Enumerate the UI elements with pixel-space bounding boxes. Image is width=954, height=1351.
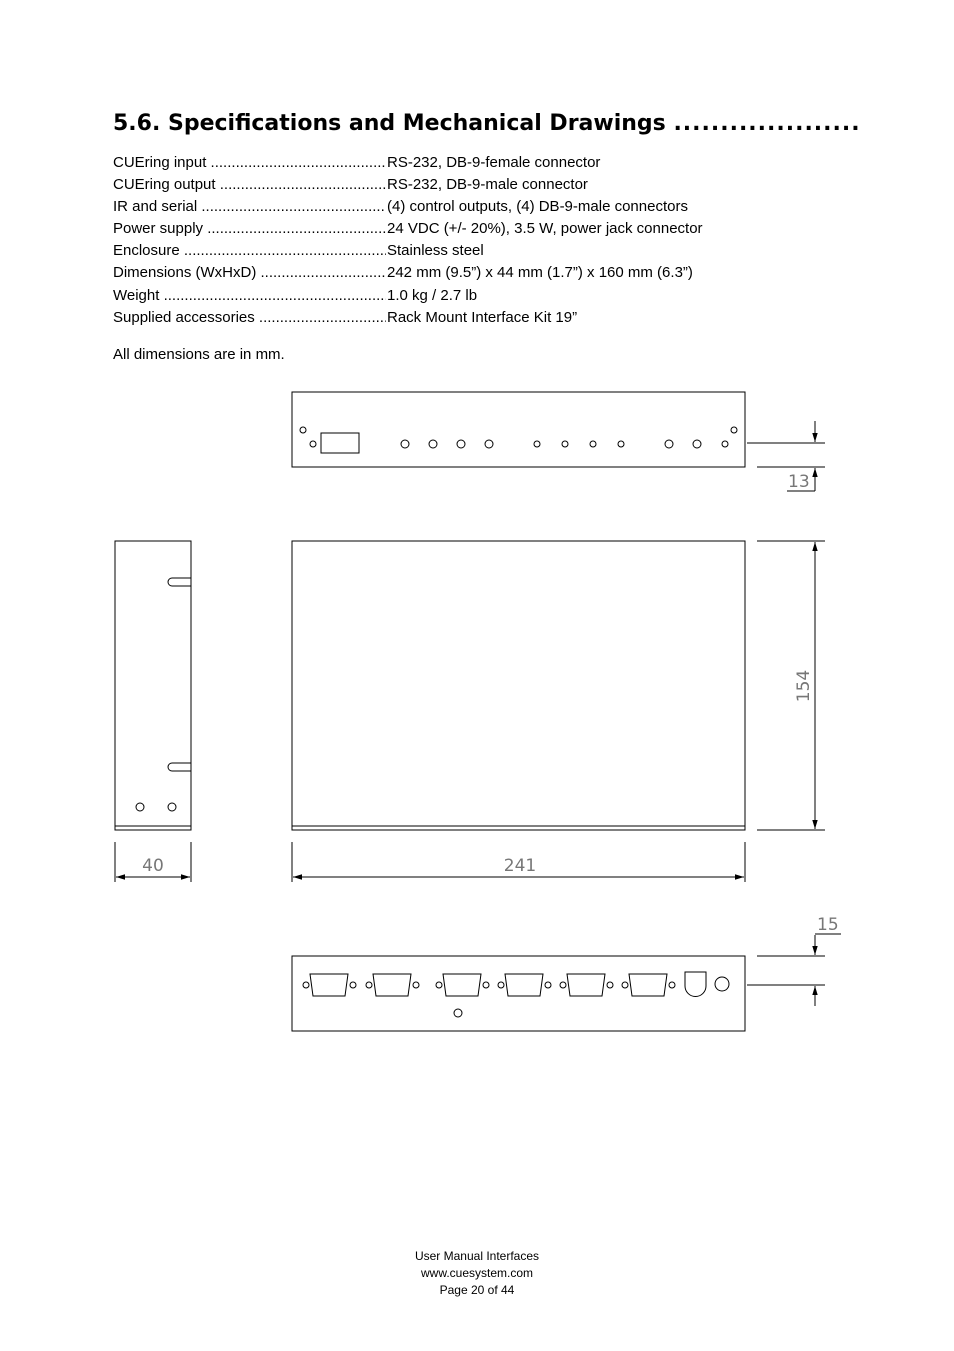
db9-connector	[303, 974, 356, 996]
spec-value: Stainless steel	[387, 242, 484, 260]
mounting-hole	[300, 427, 306, 433]
spec-value: 242 mm (9.5”) x 44 mm (1.7”) x 160 mm (6.3”)	[387, 264, 693, 282]
spec-value: 1.0 kg / 2.7 lb	[387, 286, 478, 304]
power-jack-socket	[715, 977, 729, 991]
spec-value: 24 VDC (+/- 20%), 3.5 W, power jack connector	[387, 220, 703, 238]
section-leader: ....................	[673, 111, 861, 136]
led-indicator	[693, 440, 701, 448]
mounting-hole	[136, 803, 144, 811]
spec-value: RS-232, DB-9-female connector	[387, 154, 601, 171]
dim-label-back-height: 15	[817, 915, 839, 935]
side-view-outline	[115, 541, 191, 830]
spec-value: Rack Mount Interface Kit 19”	[387, 308, 578, 326]
power-jack	[685, 972, 706, 997]
dim-label-front-height: 13	[788, 472, 810, 492]
led-indicator	[562, 441, 568, 447]
db9-connector	[366, 974, 419, 996]
led-indicator	[618, 441, 624, 447]
page-footer	[0, 1248, 954, 1299]
mounting-hole	[310, 441, 316, 447]
top-view	[292, 541, 825, 882]
front-panel-view	[292, 392, 825, 491]
spec-value: RS-232, DB-9-male connector	[387, 176, 588, 194]
dim-label-width: 241	[503, 856, 537, 876]
led-indicator	[429, 440, 437, 448]
spec-label: CUEring output .....	[113, 174, 386, 196]
dim-label-depth: 154	[794, 669, 814, 703]
spec-label: Power supply .....	[113, 218, 386, 240]
spec-label: CUEring input .....	[113, 152, 386, 174]
spec-label: Dimensions (WxHxD) .....	[113, 262, 386, 284]
spec-label: Supplied accessories .....	[113, 307, 386, 329]
section-title: 5.6. Specifications and Mechanical Drawings	[113, 111, 666, 136]
db9-connector	[560, 974, 613, 996]
led-indicator	[665, 440, 673, 448]
top-view-outline	[292, 541, 745, 830]
footer-website: www.cuesystem.com	[420, 1266, 534, 1280]
dimensions-note: All dimensions are in mm.	[113, 346, 285, 363]
led-indicator	[457, 440, 465, 448]
dim-label-side-width: 40	[142, 856, 164, 876]
mounting-hole	[731, 427, 737, 433]
spec-label: Weight .....	[113, 285, 386, 307]
side-view	[115, 541, 191, 882]
footer-manual-title: User Manual Interfaces	[414, 1249, 540, 1263]
led-indicator	[722, 441, 728, 447]
db9-connector	[622, 974, 675, 996]
led-indicator	[590, 441, 596, 447]
led-indicator	[401, 440, 409, 448]
footer-page-number: Page 20 of 44	[439, 1283, 515, 1297]
db9-connector	[436, 974, 489, 996]
rear-panel-view	[292, 934, 841, 1031]
led-indicator	[534, 441, 540, 447]
led-indicator	[485, 440, 493, 448]
rear-panel-outline	[292, 956, 745, 1031]
mounting-hole	[168, 803, 176, 811]
front-panel-outline	[292, 392, 745, 467]
spec-label: Enclosure .....	[113, 240, 386, 262]
spec-value: (4) control outputs, (4) DB-9-male connectors	[387, 198, 688, 216]
spec-label: IR and serial .....	[113, 196, 386, 218]
ground-screw	[454, 1009, 462, 1017]
db9-connector	[498, 974, 551, 996]
ir-receiver-window	[321, 433, 359, 453]
